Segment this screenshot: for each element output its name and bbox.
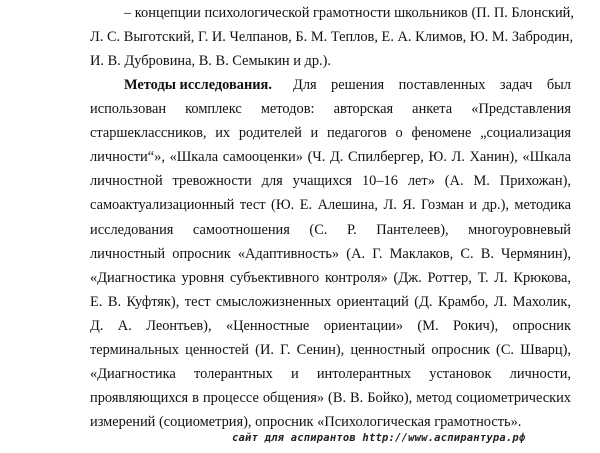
text-line: Для решения поставленных задач был (293, 77, 571, 93)
text-line: терминальных ценностей (И. Г. Сенин), ценностный опросник (С. Шварц), (90, 342, 571, 358)
text-line: Д. А. Леонтьев), «Ценностные ориентации» (М. Рокич), опросник (90, 318, 571, 334)
site-watermark: сайт для аспирантов http://www.аспирантура.рф (232, 432, 526, 444)
text-line: «Диагностика уровня субъективного контроля» (Дж. Роттер, Т. Л. Крюкова, (90, 270, 571, 286)
text-line: Е. В. Куфтяк), тест смысложизненных ориентаций (Д. Крамбо, Л. Махолик, (90, 294, 571, 310)
text-line: самоактуализационный тест (Ю. Е. Алешина, Л. Я. Гозман и др.), методика (90, 197, 571, 213)
text-line: использован комплекс методов: авторская анкета «Представления (90, 101, 571, 117)
methods-heading: Методы исследования. (124, 77, 272, 93)
text-line: Л. С. Выготский, Г. И. Челпанов, Б. М. Теплов, Е. А. Климов, Ю. М. Забродин, (90, 29, 574, 45)
text-line: личностный опросник «Адаптивность» (А. Г. Маклаков, С. В. Чермянин), (90, 246, 571, 262)
text-line: личности“», «Шкала самооценки» (Ч. Д. Спилбергер, Ю. Л. Ханин), «Шкала (90, 149, 571, 165)
text-line: личностной тревожности для учащихся 10–16 лет» (А. М. Прихожан), (90, 173, 571, 189)
text-line: И. В. Дубровина, В. В. Семыкин и др.). (90, 53, 332, 69)
text-line: измерений (социометрия), опросник «Психологическая грамотность». (90, 414, 522, 430)
text-line: «Диагностика толерантных и интолерантных установок личности, (90, 366, 571, 382)
text-line: исследования самоотношения (С. Р. Пантелеев), многоуровневый (90, 222, 571, 238)
text-line: старшеклассников, их родителей и педагогов о феномене „социализация (90, 125, 571, 141)
text-line: проявляющихся в процессе общения» (В. В. Бойко), метод социометрических (90, 390, 571, 406)
text-line: – концепции психологической грамотности школьников (П. П. Блонский, (124, 5, 574, 21)
methods-paragraph-first-line (124, 76, 571, 94)
